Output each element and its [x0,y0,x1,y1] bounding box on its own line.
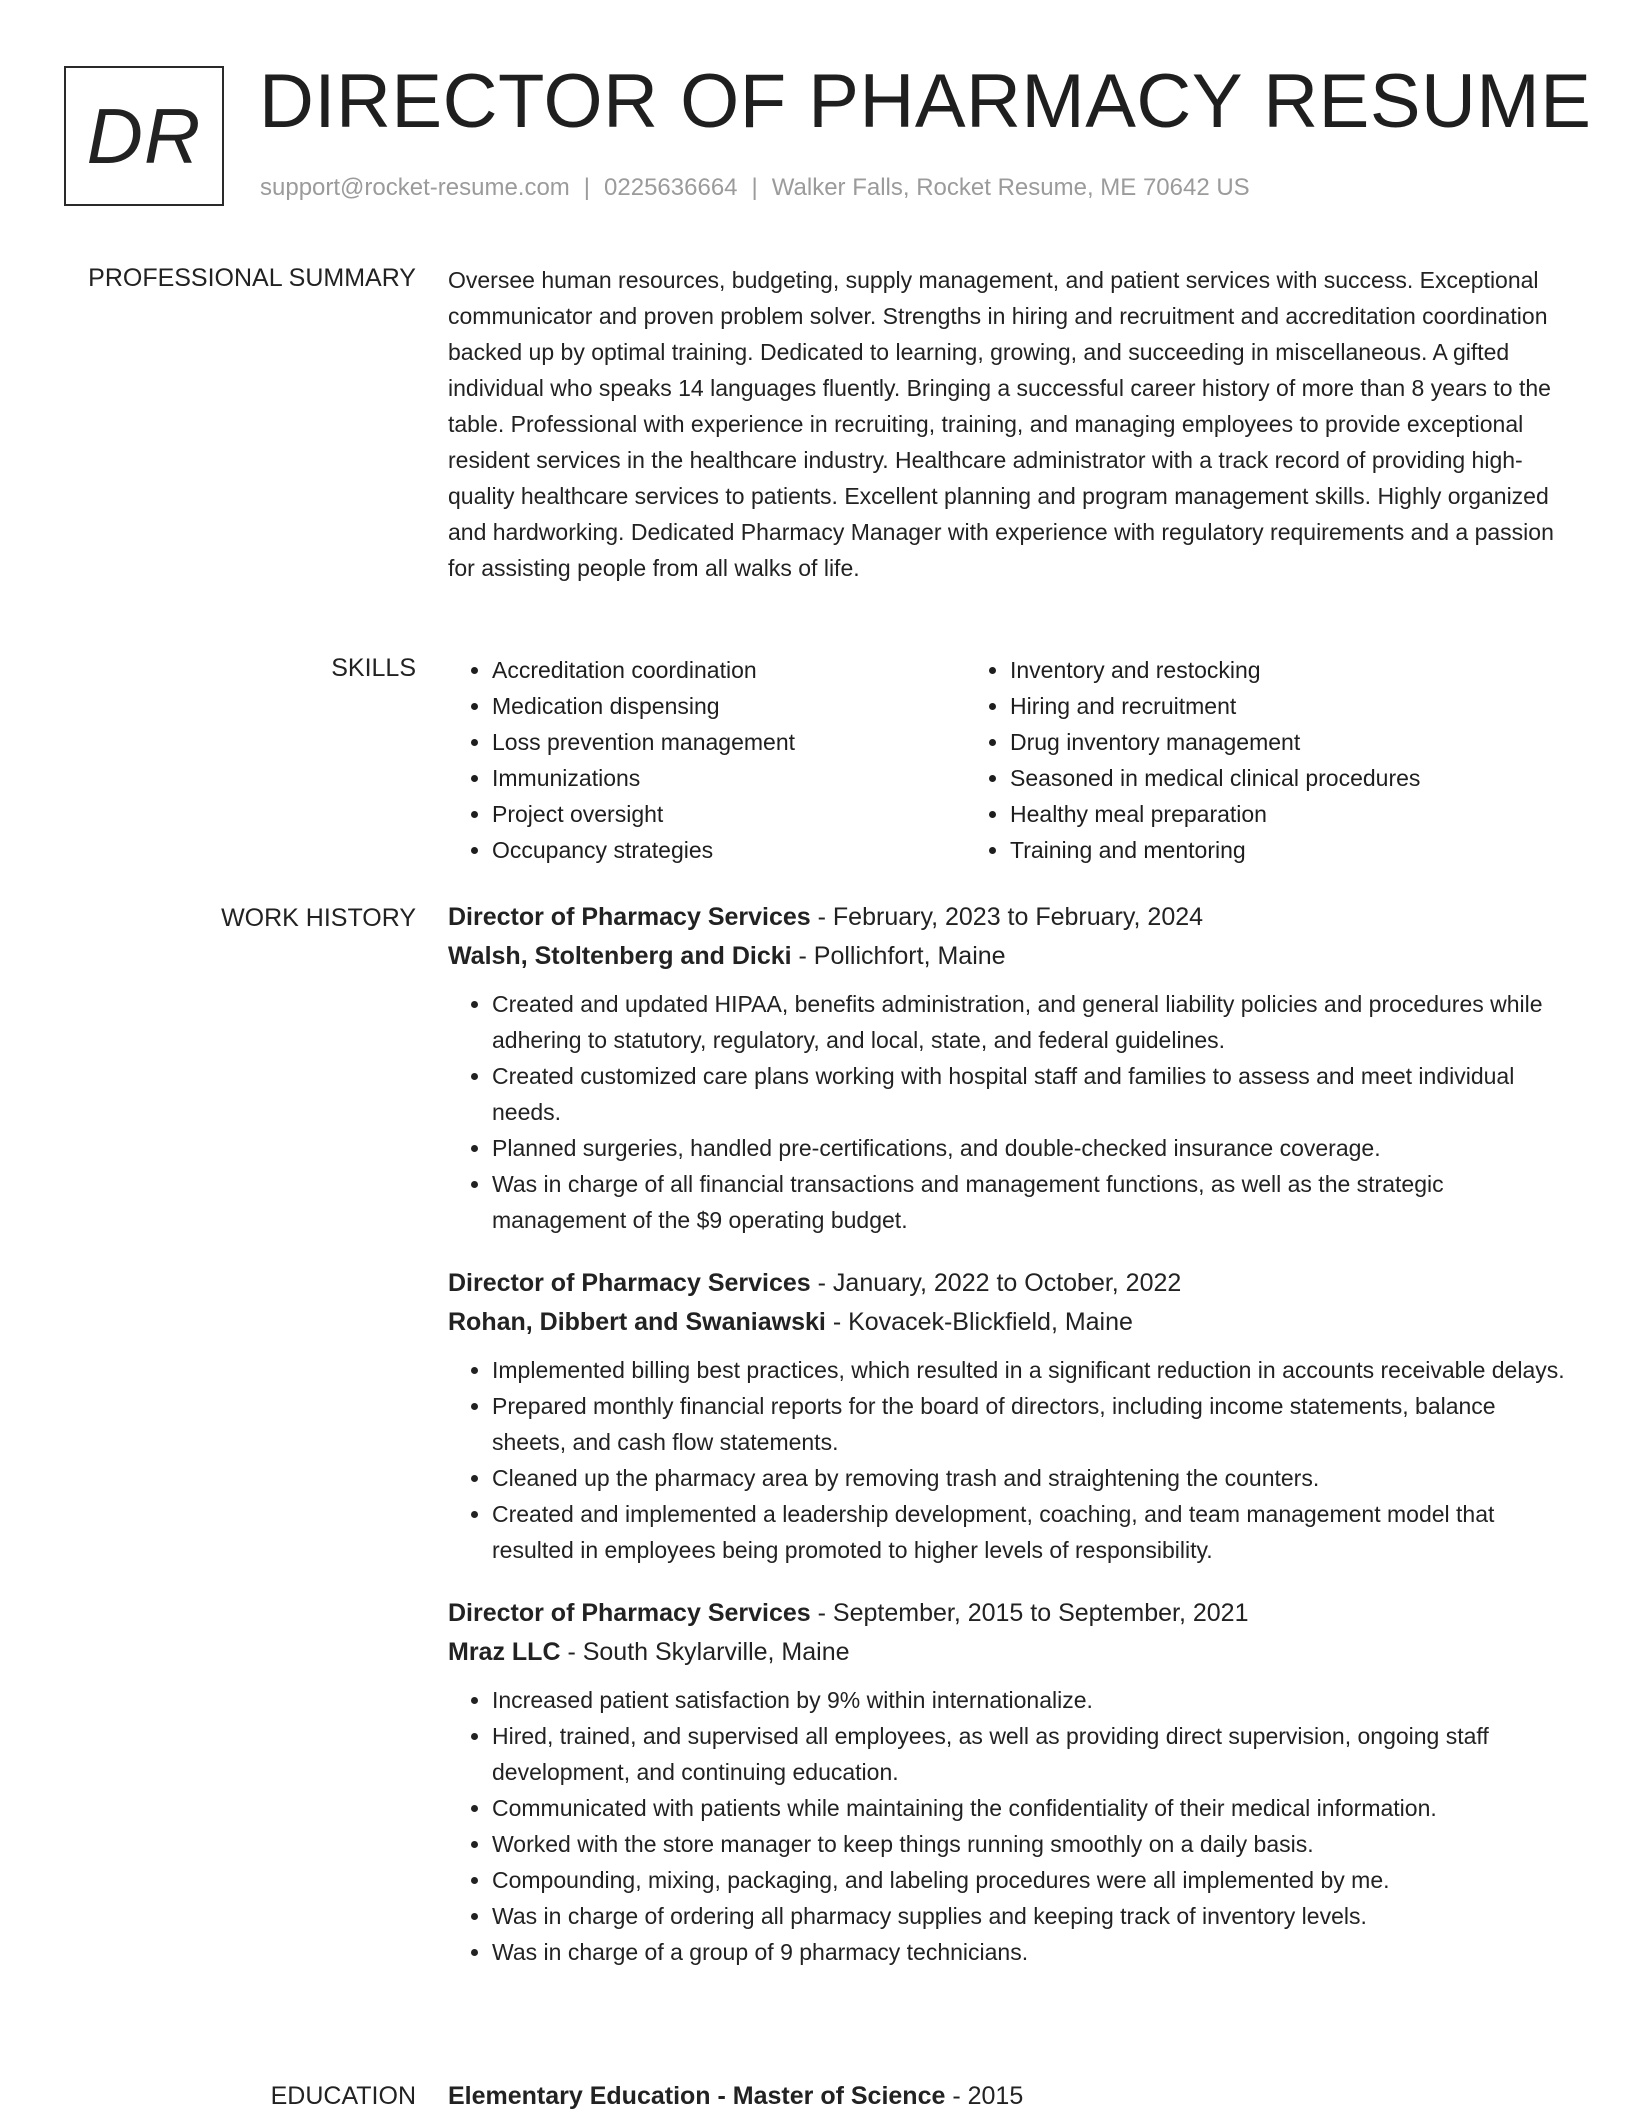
job-bullets [448,1682,1568,1970]
skill-item: • Drug inventory management [1010,724,1460,760]
job-company: Mraz LLC [448,1638,561,1666]
job-bullet: • Created customized care plans working with hospital staff and families to assess and meet individual needs. [492,1058,1568,1130]
skill-item: • Medication dispensing [492,688,954,724]
resume-title: DIRECTOR OF PHARMACY RESUME [259,59,1592,144]
contact-email[interactable]: support@rocket-resume.com [260,174,570,201]
contact-phone[interactable]: 0225636664 [604,174,738,201]
job-entry [448,1594,1568,1970]
job-company-line [448,1633,1568,1672]
job-title: Director of Pharmacy Services [448,903,811,931]
skills-list-right [954,652,1460,868]
contact-separator: | [751,174,758,201]
job-dates: - February, 2023 to February, 2024 [817,903,1204,931]
section-label-summary: PROFESSIONAL SUMMARY [88,264,416,292]
education-year: - 2015 [952,2082,1024,2110]
job-location: - Pollichfort, Maine [798,942,1006,970]
job-bullet: • Planned surgeries, handled pre-certifications, and double-checked insurance coverage. [492,1130,1568,1166]
summary-text: Oversee human resources, budgeting, supply management, and patient services with success. Exceptional communicator and proven problem solver. Strengths in hiring and recruitment and accreditation coordination backed up by optimal training. Dedicated to learning, growing, and succeeding in miscellaneous. A gifted individual who speaks 14 languages fluently. Bringing a successful career history of more than 8 years to the table. Professional with experience in recruiting, training, and managing employees to provide exceptional resident services in the healthcare industry. Healthcare administrator with a track record of providing high-quality healthcare services to patients. Excellent planning and program management skills. Highly organized and hardworking. Dedicated Pharmacy Manager with experience with regulatory requirements and a passion for assisting people from all walks of life. [448,267,1554,581]
job-bullet: • Cleaned up the pharmacy area by removing trash and straightening the counters. [492,1460,1568,1496]
job-location: - South Skylarville, Maine [567,1638,850,1666]
skill-item: • Hiring and recruitment [1010,688,1460,724]
job-entry [448,898,1568,1238]
job-title-line [448,1264,1568,1303]
section-label-work-history: WORK HISTORY [221,904,416,932]
skill-item: • Inventory and restocking [1010,652,1460,688]
skill-item: • Training and mentoring [1010,832,1460,868]
job-title: Director of Pharmacy Services [448,1269,811,1297]
job-company-line [448,1303,1568,1342]
job-bullet: • Implemented billing best practices, which resulted in a significant reduction in accounts receivable delays. [492,1352,1568,1388]
job-location: - Kovacek-Blickfield, Maine [832,1308,1133,1336]
contact-separator: | [583,174,591,201]
section-label-education: EDUCATION [270,2082,416,2110]
contact-line [260,174,1250,202]
education-line [448,2080,1568,2112]
skill-item: • Healthy meal preparation [1010,796,1460,832]
job-bullets [448,1352,1568,1568]
job-bullet: • Was in charge of all financial transactions and management functions, as well as the strategic management of the $9 operating budget. [492,1166,1568,1238]
monogram: DR [64,66,224,206]
job-bullet: • Was in charge of a group of 9 pharmacy technicians. [492,1934,1568,1970]
job-bullet: • Worked with the store manager to keep things running smoothly on a daily basis. [492,1826,1568,1862]
skill-item: • Project oversight [492,796,954,832]
job-bullet: • Prepared monthly financial reports for the board of directors, including income statements, balance sheets, and cash flow statements. [492,1388,1568,1460]
job-dates: - September, 2015 to September, 2021 [817,1599,1249,1627]
job-bullet: • Compounding, mixing, packaging, and labeling procedures were all implemented by me. [492,1862,1568,1898]
job-bullet: • Was in charge of ordering all pharmacy supplies and keeping track of inventory levels. [492,1898,1568,1934]
job-entry [448,1264,1568,1568]
job-bullet: • Hired, trained, and supervised all employees, as well as providing direct supervision, ongoing staff development, and continuing education. [492,1718,1568,1790]
job-title-line [448,1594,1568,1633]
job-bullet: • Increased patient satisfaction by 9% within internationalize. [492,1682,1568,1718]
job-company: Rohan, Dibbert and Swaniawski [448,1308,826,1336]
skill-item: • Immunizations [492,760,954,796]
job-title: Director of Pharmacy Services [448,1599,811,1627]
education-degree: Elementary Education - Master of Science [448,2082,946,2110]
skill-item: • Seasoned in medical clinical procedures [1010,760,1460,796]
contact-address: Walker Falls, Rocket Resume, ME 70642 US [771,174,1250,201]
job-bullets [448,986,1568,1238]
section-label-skills: SKILLS [331,654,416,682]
skills-list-left [448,652,954,868]
skill-item: • Accreditation coordination [492,652,954,688]
job-dates: - January, 2022 to October, 2022 [817,1269,1182,1297]
skill-item: • Occupancy strategies [492,832,954,868]
job-bullet: • Communicated with patients while maintaining the confidentiality of their medical information. [492,1790,1568,1826]
job-company: Walsh, Stoltenberg and Dicki [448,942,792,970]
skill-item: • Loss prevention management [492,724,954,760]
job-bullet: • Created and implemented a leadership development, coaching, and team management model that resulted in employees being promoted to higher levels of responsibility. [492,1496,1568,1568]
job-title-line [448,898,1568,937]
job-company-line [448,937,1568,976]
job-bullet: • Created and updated HIPAA, benefits administration, and general liability policies and procedures while adhering to statutory, regulatory, and local, state, and federal guidelines. [492,986,1568,1058]
